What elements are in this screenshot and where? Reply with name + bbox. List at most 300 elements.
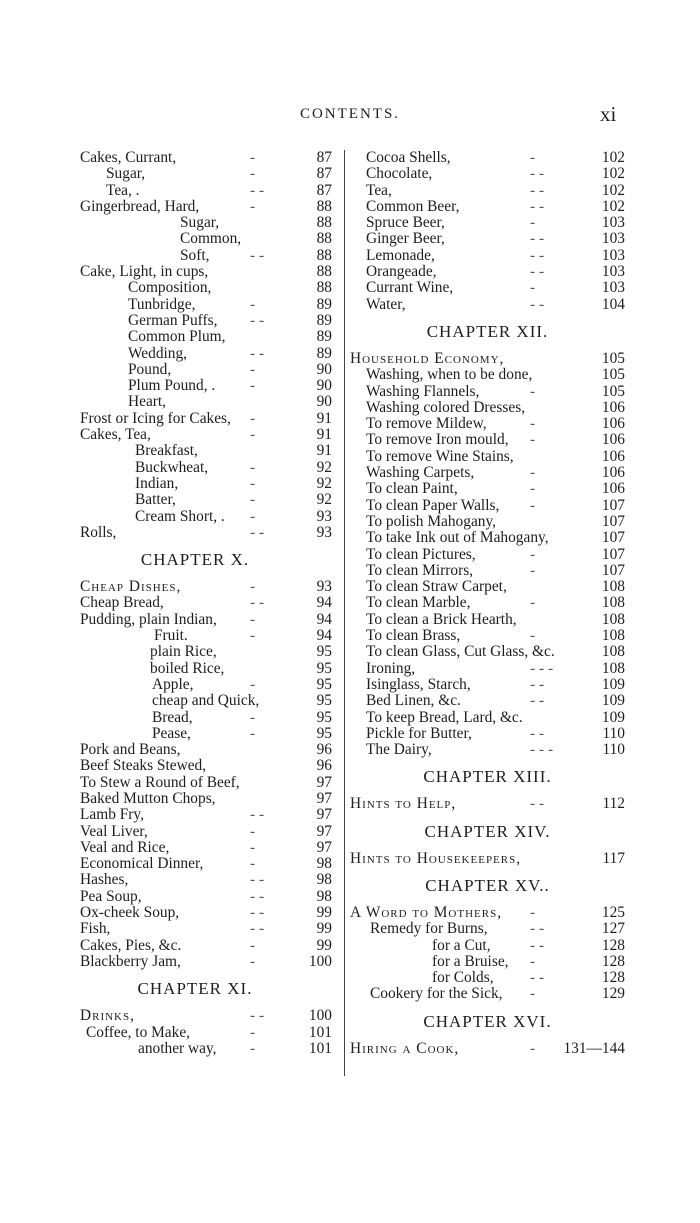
- entry-page-number: 95: [316, 643, 332, 661]
- contents-entry: [350, 514, 625, 530]
- leader-dashes: -: [530, 464, 536, 482]
- entry-page-number: 91: [316, 409, 332, 427]
- entry-page-number: 105: [601, 366, 625, 384]
- entry-title: Cheap Bread,: [80, 594, 164, 612]
- entry-title: To clean Paper Walls,: [366, 496, 500, 514]
- entry-page-number: 87: [316, 165, 332, 183]
- contents-entry: [80, 921, 340, 937]
- entry-page-number: 89: [316, 328, 332, 346]
- entry-page-number: 88: [316, 246, 332, 264]
- entry-title: Water,: [366, 295, 406, 313]
- contents-entry: [80, 476, 340, 492]
- contents-entry: [350, 199, 625, 215]
- entry-title: boiled Rice,: [150, 659, 225, 677]
- entry-page-number: 106: [601, 398, 625, 416]
- contents-entry: [350, 432, 625, 448]
- chapter-heading: CHAPTER XIV.: [424, 821, 551, 841]
- column-divider: [344, 150, 345, 1076]
- contents-entry: [350, 449, 625, 465]
- entry-page-number: 97: [316, 789, 332, 807]
- leader-dashes: - -: [530, 969, 545, 987]
- entry-title: Ironing,: [366, 659, 416, 677]
- entry-page-number: 112: [602, 795, 625, 813]
- entry-page-number: 107: [601, 545, 625, 563]
- leader-dashes: -: [250, 426, 256, 444]
- entry-title: Composition,: [128, 279, 212, 297]
- entry-page-number: 103: [601, 230, 625, 248]
- entry-title: Hashes,: [80, 871, 129, 889]
- contents-entry: [80, 231, 340, 247]
- contents-entry: [350, 986, 625, 1002]
- entry-page-number: 107: [601, 496, 625, 514]
- contents-entry: [80, 710, 340, 726]
- entry-title: Common Beer,: [366, 197, 460, 215]
- leader-dashes: - -: [530, 795, 545, 813]
- leader-dashes: -: [250, 409, 256, 427]
- entry-title: To polish Mahogany,: [366, 512, 497, 530]
- entry-page-number: 127: [601, 920, 625, 938]
- leader-dashes: -: [250, 377, 256, 395]
- leader-dashes: -: [530, 149, 536, 166]
- leader-dashes: - -: [530, 263, 545, 281]
- entry-title: Pickle for Butter,: [366, 724, 472, 742]
- contents-entry: [350, 280, 625, 296]
- entry-page-number: 88: [316, 263, 332, 281]
- entry-page-number: 93: [316, 507, 332, 525]
- leader-dashes: - -: [250, 887, 265, 905]
- entry-title: Cheap Dishes,: [80, 578, 182, 596]
- entry-title: Washing Carpets,: [366, 464, 475, 482]
- leader-dashes: -: [250, 491, 256, 509]
- entry-page-number: 108: [601, 643, 625, 661]
- leader-dashes: - -: [250, 246, 265, 264]
- entry-page-number: 96: [316, 741, 332, 759]
- leader-dashes: - -: [530, 936, 545, 954]
- entry-title: Gingerbread, Hard,: [80, 197, 200, 215]
- entry-title: Fruit.: [154, 627, 188, 645]
- leader-dashes: -: [530, 214, 536, 232]
- entry-page-number: 97: [316, 822, 332, 840]
- entry-page-number: 92: [316, 458, 332, 476]
- entry-page-number: 93: [316, 523, 332, 541]
- contents-entry: [350, 384, 625, 400]
- entry-page-number: 110: [602, 724, 625, 742]
- entry-title: Tunbridge,: [128, 295, 196, 313]
- entry-title: Blackberry Jam,: [80, 952, 181, 970]
- leader-dashes: -: [250, 936, 256, 954]
- contents-entry: [350, 905, 625, 921]
- leader-dashes: - -: [530, 181, 545, 199]
- entry-title: for Colds,: [432, 969, 494, 987]
- leader-dashes: - -: [250, 594, 265, 612]
- entry-title: Tea,: [366, 181, 392, 199]
- entry-page-number: 107: [601, 512, 625, 530]
- leader-dashes: - - -: [530, 659, 554, 677]
- entry-title: Rolls,: [80, 523, 117, 541]
- leader-dashes: -: [530, 903, 536, 921]
- entry-title: plain Rice,: [150, 643, 217, 661]
- contents-entry: [350, 938, 625, 954]
- leader-dashes: - -: [530, 295, 545, 313]
- contents-entry: [80, 938, 340, 954]
- contents-entry: [80, 346, 340, 362]
- entry-title: Tea, .: [106, 181, 140, 199]
- entry-title: Apple,: [152, 675, 194, 693]
- entry-title: Cakes, Pies, &c.: [80, 936, 182, 954]
- entry-title: To take Ink out of Mahogany,: [366, 529, 549, 547]
- entry-title: Spruce Beer,: [366, 214, 445, 232]
- entry-title: Drinks,: [80, 1007, 135, 1025]
- entry-title: Lemonade,: [366, 246, 435, 264]
- leader-dashes: -: [250, 458, 256, 476]
- entry-page-number: 102: [601, 149, 625, 166]
- entry-title: Heart,: [128, 393, 167, 411]
- entry-page-number: 102: [601, 181, 625, 199]
- contents-entry: [350, 498, 625, 514]
- page-number: xi: [600, 102, 617, 126]
- contents-entry: [80, 509, 340, 525]
- entry-title: cheap and Quick,: [152, 692, 260, 710]
- contents-entry: [80, 362, 340, 378]
- entry-page-number: 98: [316, 887, 332, 905]
- leader-dashes: -: [530, 561, 536, 579]
- contents-entry: [80, 579, 340, 595]
- entry-page-number: 106: [601, 431, 625, 449]
- contents-entry: [350, 351, 625, 367]
- leader-dashes: -: [530, 480, 536, 498]
- contents-entry: [80, 183, 340, 199]
- entry-title: Cakes, Tea,: [80, 426, 151, 444]
- entry-page-number: 103: [601, 263, 625, 281]
- leader-dashes: - -: [250, 523, 265, 541]
- entry-page-number: 92: [316, 491, 332, 509]
- leader-dashes: - -: [530, 246, 545, 264]
- contents-entry: [350, 710, 625, 726]
- entry-title: German Puffs,: [128, 311, 218, 329]
- entry-title: Washing colored Dresses,: [366, 398, 526, 416]
- leader-dashes: -: [250, 474, 256, 492]
- entry-page-number: 102: [601, 165, 625, 183]
- entry-page-number: 100: [308, 952, 332, 970]
- entry-page-number: 90: [316, 377, 332, 395]
- entry-title: Beef Steaks Stewed,: [80, 757, 207, 775]
- leader-dashes: -: [530, 952, 536, 970]
- contents-entry: [80, 329, 340, 345]
- entry-page-number: 103: [601, 246, 625, 264]
- entry-page-number: 97: [316, 806, 332, 824]
- contents-entry: [80, 758, 340, 774]
- running-title: CONTENTS.: [299, 106, 401, 122]
- entry-page-number: 110: [602, 741, 625, 759]
- entry-page-number: 129: [601, 985, 625, 1003]
- contents-entry: [80, 1008, 340, 1024]
- entry-title: Household Economy,: [350, 349, 505, 367]
- entry-title: Cream Short, .: [135, 507, 225, 525]
- leader-dashes: - -: [530, 165, 545, 183]
- leader-dashes: -: [530, 545, 536, 563]
- leader-dashes: - -: [250, 311, 265, 329]
- contents-entry: [80, 248, 340, 264]
- contents-entry: [350, 661, 625, 677]
- entry-title: Veal Liver,: [80, 822, 148, 840]
- leader-dashes: -: [530, 279, 536, 297]
- leader-dashes: -: [250, 724, 256, 742]
- contents-entry: [80, 443, 340, 459]
- entry-page-number: 101: [308, 1039, 332, 1057]
- contents-entry: [350, 726, 625, 742]
- contents-column-right: [350, 150, 625, 1057]
- leader-dashes: - -: [250, 181, 265, 199]
- leader-dashes: -: [250, 360, 256, 378]
- entry-page-number: 128: [601, 936, 625, 954]
- entry-title: To clean Mirrors,: [366, 561, 474, 579]
- entry-page-number: 94: [316, 594, 332, 612]
- entry-page-number: 95: [316, 675, 332, 693]
- leader-dashes: - -: [530, 920, 545, 938]
- leader-dashes: - -: [250, 920, 265, 938]
- contents-entry: [80, 460, 340, 476]
- entry-title: Plum Pound, .: [128, 377, 216, 395]
- leader-dashes: -: [250, 708, 256, 726]
- entry-title: To clean a Brick Hearth,: [366, 610, 517, 628]
- entry-title: another way,: [138, 1039, 217, 1057]
- contents-entry: [80, 726, 340, 742]
- entry-page-number: 88: [316, 230, 332, 248]
- entry-page-number: 90: [316, 393, 332, 411]
- contents-entry: [350, 579, 625, 595]
- entry-title: A Word to Mothers,: [350, 903, 503, 921]
- leader-dashes: - -: [530, 197, 545, 215]
- leader-dashes: -: [250, 952, 256, 970]
- contents-entry: [80, 280, 340, 296]
- entry-title: for a Cut,: [432, 936, 491, 954]
- entry-page-number: 97: [316, 773, 332, 791]
- contents-entry: [80, 840, 340, 856]
- entry-title: Common,: [180, 230, 242, 248]
- leader-dashes: -: [250, 855, 256, 873]
- entry-title: To clean Marble,: [366, 594, 471, 612]
- contents-entry: [80, 872, 340, 888]
- entry-title: Orangeade,: [366, 263, 437, 281]
- contents-entry: [80, 264, 340, 280]
- entry-title: To keep Bread, Lard, &c.: [366, 708, 523, 726]
- entry-title: Ox-cheek Soup,: [80, 904, 180, 922]
- contents-entry: [80, 889, 340, 905]
- entry-page-number: 103: [601, 279, 625, 297]
- entry-page-number: 106: [601, 447, 625, 465]
- entry-page-number: 90: [316, 360, 332, 378]
- entry-page-number: 98: [316, 871, 332, 889]
- entry-page-number: 106: [601, 480, 625, 498]
- entry-title: Currant Wine,: [366, 279, 454, 297]
- entry-title: Fish,: [80, 920, 111, 938]
- contents-entry: [80, 411, 340, 427]
- contents-entry: [80, 954, 340, 970]
- entry-title: Remedy for Burns,: [370, 920, 488, 938]
- contents-entry: [80, 628, 340, 644]
- entry-page-number: 106: [601, 464, 625, 482]
- leader-dashes: - -: [530, 724, 545, 742]
- entry-title: To remove Wine Stains,: [366, 447, 514, 465]
- entry-title: To Stew a Round of Beef,: [80, 773, 240, 791]
- entry-title: Batter,: [135, 491, 176, 509]
- entry-page-number: 89: [316, 311, 332, 329]
- entry-title: for a Bruise,: [432, 952, 509, 970]
- entry-page-number: 117: [602, 849, 625, 867]
- entry-title: Hints to Housekeepers,: [350, 849, 522, 867]
- entry-title: Washing, when to be done,: [366, 366, 533, 384]
- leader-dashes: -: [250, 675, 256, 693]
- entry-title: Breakfast,: [135, 442, 198, 460]
- contents-entry: [350, 400, 625, 416]
- contents-entry: [350, 231, 625, 247]
- entry-page-number: 91: [316, 442, 332, 460]
- chapter-heading: CHAPTER XII.: [426, 321, 549, 341]
- contents-column-left: [80, 150, 340, 1057]
- contents-entry: [350, 183, 625, 199]
- entry-page-number: 108: [601, 594, 625, 612]
- entry-title: To clean Straw Carpet,: [366, 578, 507, 596]
- entry-page-number: 108: [601, 610, 625, 628]
- entry-title: Sugar,: [180, 214, 220, 232]
- entry-page-number: 88: [316, 279, 332, 297]
- contents-entry: [350, 851, 625, 867]
- contents-entry: [80, 612, 340, 628]
- entry-page-number: 93: [316, 578, 332, 596]
- contents-entry: [80, 644, 340, 660]
- contents-entry: [350, 796, 625, 812]
- contents-entry: [80, 199, 340, 215]
- contents-entry: [80, 166, 340, 182]
- entry-title: Pease,: [152, 724, 191, 742]
- contents-entry: [80, 905, 340, 921]
- contents-entry: [350, 248, 625, 264]
- leader-dashes: -: [250, 149, 256, 166]
- entry-page-number: 103: [601, 214, 625, 232]
- entry-title: Sugar,: [106, 165, 146, 183]
- entry-page-number: 88: [316, 214, 332, 232]
- leader-dashes: -: [250, 610, 256, 628]
- entry-title: To clean Glass, Cut Glass, &c.: [366, 643, 555, 661]
- entry-page-number: 94: [316, 627, 332, 645]
- entry-page-number: 99: [316, 936, 332, 954]
- entry-title: To remove Mildew,: [366, 415, 487, 433]
- leader-dashes: - - -: [530, 741, 554, 759]
- leader-dashes: -: [250, 627, 256, 645]
- entry-page-number: 92: [316, 474, 332, 492]
- entry-page-number: 108: [601, 659, 625, 677]
- contents-entry: [350, 547, 625, 563]
- entry-title: Coffee, to Make,: [86, 1023, 190, 1041]
- contents-entry: [350, 693, 625, 709]
- leader-dashes: -: [250, 578, 256, 596]
- contents-entry: [80, 525, 340, 541]
- entry-page-number: 100: [308, 1007, 332, 1025]
- leader-dashes: - -: [250, 871, 265, 889]
- entry-page-number: 99: [316, 920, 332, 938]
- entry-title: To remove Iron mould,: [366, 431, 509, 449]
- entry-page-number: 89: [316, 344, 332, 362]
- contents-entry: [350, 150, 625, 166]
- contents-entry: [80, 824, 340, 840]
- leader-dashes: -: [250, 1023, 256, 1041]
- entry-title: Hiring a Cook,: [350, 1039, 460, 1057]
- contents-entry: [80, 1025, 340, 1041]
- leader-dashes: -: [250, 165, 256, 183]
- contents-entry: [350, 297, 625, 313]
- entry-title: To clean Brass,: [366, 627, 461, 645]
- entry-title: Chocolate,: [366, 165, 433, 183]
- entry-title: Cake, Light, in cups,: [80, 263, 209, 281]
- contents-entry: [80, 150, 340, 166]
- contents-entry: [350, 481, 625, 497]
- contents-entry: [80, 661, 340, 677]
- leader-dashes: - -: [250, 344, 265, 362]
- leader-dashes: -: [250, 197, 256, 215]
- contents-entry: [350, 644, 625, 660]
- contents-entry: [350, 465, 625, 481]
- entry-title: Cocoa Shells,: [366, 149, 451, 166]
- entry-page-number: 89: [316, 295, 332, 313]
- entry-page-number: 94: [316, 610, 332, 628]
- contents-entry: [350, 215, 625, 231]
- chapter-heading: CHAPTER XVI.: [423, 1011, 552, 1031]
- entry-page-number: 88: [316, 197, 332, 215]
- entry-title: Pea Soup,: [80, 887, 142, 905]
- leader-dashes: - -: [250, 904, 265, 922]
- entry-title: Lamb Fry,: [80, 806, 144, 824]
- contents-entry: [80, 297, 340, 313]
- chapter-heading: CHAPTER X.: [140, 550, 250, 570]
- leader-dashes: -: [530, 594, 536, 612]
- contents-entry: [80, 595, 340, 611]
- contents-entry: [350, 563, 625, 579]
- entry-title: Economical Dinner,: [80, 855, 204, 873]
- entry-page-number: 95: [316, 724, 332, 742]
- leader-dashes: -: [530, 415, 536, 433]
- entry-page-number: 91: [316, 426, 332, 444]
- chapter-heading: CHAPTER XV..: [425, 875, 550, 895]
- chapter-heading: CHAPTER XI.: [137, 979, 253, 999]
- entry-title: Common Plum,: [128, 328, 226, 346]
- entry-page-number: 131—144: [563, 1039, 625, 1057]
- leader-dashes: -: [530, 1039, 536, 1057]
- entry-page-number: 104: [601, 295, 625, 313]
- entry-title: Pork and Beans,: [80, 741, 181, 759]
- entry-page-number: 107: [601, 529, 625, 547]
- entry-title: Wedding,: [128, 344, 188, 362]
- contents-entry: [80, 856, 340, 872]
- entry-title: To clean Pictures,: [366, 545, 476, 563]
- contents-entry: [350, 530, 625, 546]
- entry-page-number: 102: [601, 197, 625, 215]
- leader-dashes: -: [250, 507, 256, 525]
- entry-page-number: 96: [316, 757, 332, 775]
- entry-page-number: 106: [601, 415, 625, 433]
- entry-page-number: 105: [601, 349, 625, 367]
- contents-entry: [350, 921, 625, 937]
- leader-dashes: -: [530, 382, 536, 400]
- leader-dashes: -: [250, 295, 256, 313]
- contents-entry: [80, 313, 340, 329]
- entry-page-number: 95: [316, 659, 332, 677]
- entry-page-number: 128: [601, 952, 625, 970]
- entry-title: Bed Linen, &c.: [366, 692, 461, 710]
- entry-title: Hints to Help,: [350, 795, 457, 813]
- contents-entry: [80, 807, 340, 823]
- entry-title: Veal and Rice,: [80, 838, 170, 856]
- entry-title: The Dairy,: [366, 741, 432, 759]
